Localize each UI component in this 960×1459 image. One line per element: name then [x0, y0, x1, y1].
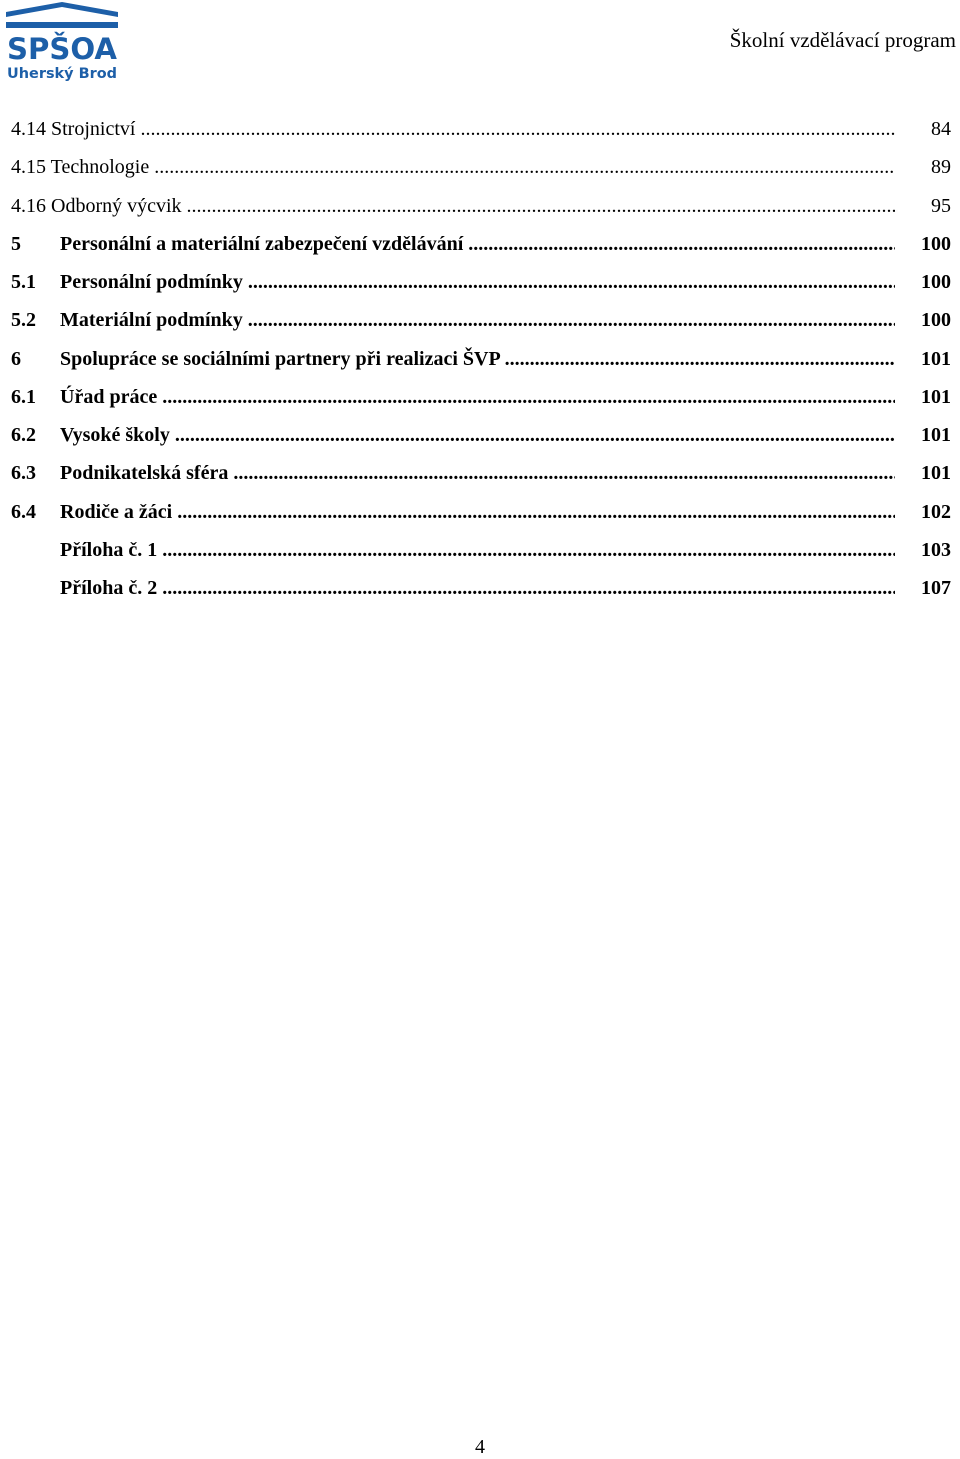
- toc-entry[interactable]: [11, 384, 951, 422]
- toc-entry-page: 107: [921, 577, 951, 599]
- toc-entry-page: 100: [921, 309, 951, 332]
- toc-entry-page: 101: [921, 462, 951, 485]
- toc-entry-number: 5.1: [11, 271, 36, 293]
- toc-entry-title: Příloha č. 2 .....: [60, 575, 895, 601]
- toc-entry-title: Podnikatelská sféra .....: [60, 460, 895, 486]
- toc-entry-page: 102: [921, 500, 951, 523]
- toc-entry[interactable]: [11, 460, 951, 498]
- toc-entry-number: 6.2: [11, 424, 36, 446]
- toc-entry-number: 6.3: [11, 462, 36, 485]
- toc-entry[interactable]: [11, 499, 951, 537]
- toc-entry-number: 6: [11, 347, 21, 370]
- logo-text-bottom: Uherský Brod: [7, 66, 118, 82]
- toc-entry[interactable]: [11, 231, 951, 269]
- toc-entry-title: 4.16 Odborný výcvik .....: [11, 193, 895, 219]
- toc-entry-title: Rodiče a žáci .....: [60, 499, 895, 525]
- logo-roof: [6, 2, 118, 17]
- toc-entry-title: 4.15 Technologie .....: [11, 154, 895, 180]
- toc-entry-number: 6.4: [11, 500, 36, 523]
- toc-entry[interactable]: [11, 193, 951, 231]
- toc-entry-page: 101: [921, 385, 951, 408]
- page-number: 4: [475, 1436, 485, 1458]
- toc-entry[interactable]: [11, 346, 951, 384]
- toc-entry-page: 101: [921, 347, 951, 370]
- toc-entry-title: Vysoké školy .....: [60, 422, 895, 448]
- toc-entry-title: Personální a materiální zabezpečení vzdělávání .....: [60, 231, 895, 257]
- toc-entry[interactable]: [11, 154, 951, 192]
- logo-text-top: SPŠOA: [7, 32, 118, 66]
- toc-entry-page: 89: [931, 156, 951, 179]
- toc-entry-page: 103: [921, 538, 951, 561]
- toc-entry-title: Materiální podmínky .....: [60, 307, 895, 333]
- toc-entry-title: 4.14 Strojnictví .....: [11, 116, 895, 142]
- document-title: Školní vzdělávací program: [729, 28, 956, 52]
- toc-entry-title: Spolupráce se sociálními partnery při realizaci ŠVP .....: [60, 346, 895, 372]
- school-logo: [4, 2, 120, 82]
- toc-entry-page: 100: [921, 232, 951, 255]
- toc-entry[interactable]: [11, 422, 951, 460]
- toc-entry-page: 84: [931, 118, 951, 140]
- table-of-contents: [11, 116, 951, 613]
- logo-band: [6, 22, 118, 28]
- toc-entry-page: 101: [921, 424, 951, 446]
- toc-entry-number: 5.2: [11, 309, 36, 332]
- toc-entry-number: 6.1: [11, 385, 36, 408]
- toc-entry-page: 100: [921, 271, 951, 293]
- toc-entry[interactable]: [11, 307, 951, 345]
- toc-entry-title: Úřad práce .....: [60, 384, 895, 410]
- toc-entry[interactable]: [11, 575, 951, 613]
- toc-entry-title: Příloha č. 1 .....: [60, 537, 895, 563]
- toc-entry-title: Personální podmínky .....: [60, 269, 895, 295]
- toc-entry[interactable]: [11, 116, 951, 154]
- toc-entry[interactable]: [11, 269, 951, 307]
- toc-entry[interactable]: [11, 537, 951, 575]
- toc-entry-number: 5: [11, 232, 21, 255]
- toc-entry-page: 95: [931, 194, 951, 217]
